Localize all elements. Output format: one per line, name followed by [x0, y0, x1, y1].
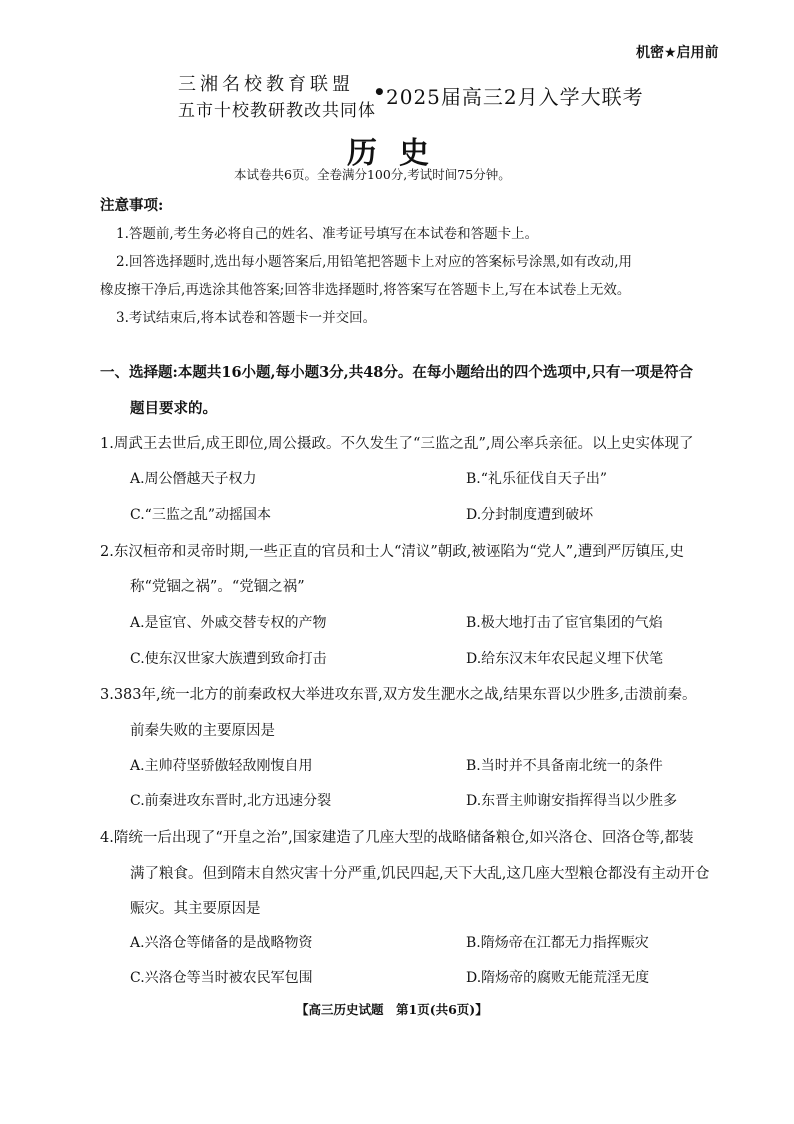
section-heading-cont: 题目要求的。	[130, 400, 217, 417]
question-2-option-a: A.是宦官、外戚交替专权的产物	[130, 615, 327, 631]
notice-item: 1.答题前,考生务必将自己的姓名、准考证号填写在本试卷和答题卡上。	[116, 226, 539, 242]
notice-item: 橡皮擦干净后,再选涂其他答案;回答非选择题时,将答案写在答题卡上,写在本试卷上无效。	[100, 282, 631, 298]
question-2-option-d: D.给东汉末年农民起义埋下伏笔	[466, 651, 664, 667]
page-footer: 【高三历史试题 第1页(共6页)】	[296, 1002, 488, 1017]
exam-info: 本试卷共6页。全卷满分100分,考试时间75分钟。	[234, 167, 511, 182]
exam-title: 2025届高三2月入学大联考	[386, 85, 644, 109]
question-4-stem: 4.隋统一后出现了“开皇之治”,国家建造了几座大型的战略储备粮仓,如兴洛仓、回洛仓等,都装	[100, 830, 694, 846]
question-2-option-c: C.使东汉世家大族遭到致命打击	[130, 651, 327, 667]
org-name-line1: 三湘名校教育联盟	[178, 74, 354, 95]
notice-item: 2.回答选择题时,选出每小题答案后,用铅笔把答题卡上对应的答案标号涂黑,如有改动,用	[116, 254, 633, 270]
question-1-option-b: B.“礼乐征伐自天子出”	[466, 471, 608, 487]
question-3-option-a: A.主帅苻坚骄傲轻敌刚愎自用	[130, 758, 313, 774]
question-1-option-d: D.分封制度遭到破坏	[466, 507, 594, 523]
question-4-stem-cont: 赈灾。其主要原因是	[130, 901, 261, 917]
confidential-label: 机密★启用前	[636, 45, 719, 61]
question-4-option-d: D.隋炀帝的腐败无能荒淫无度	[466, 970, 650, 986]
subject-title: 历史	[347, 136, 451, 171]
question-1-option-a: A.周公僭越天子权力	[130, 471, 257, 487]
question-3-option-c: C.前秦进攻东晋时,北方迅速分裂	[130, 793, 332, 809]
section-heading: 一、选择题:本题共16小题,每小题3分,共48分。在每小题给出的四个选项中,只有一项是符合	[100, 364, 693, 381]
question-1-option-c: C.“三监之乱”动摇国本	[130, 507, 271, 523]
notice-item: 3.考试结束后,将本试卷和答题卡一并交回。	[116, 310, 377, 326]
question-3-option-b: B.当时并不具备南北统一的条件	[466, 758, 663, 774]
question-3-stem: 3.383年,统一北方的前秦政权大举进攻东晋,双方发生淝水之战,结果东晋以少胜多,击溃前秦。	[100, 687, 697, 703]
org-name-line2: 五市十校教研教改共同体	[178, 101, 376, 121]
question-4-option-a: A.兴洛仓等储备的是战略物资	[130, 935, 313, 951]
question-4-stem-cont: 满了粮食。但到隋末自然灾害十分严重,饥民四起,天下大乱,这几座大型粮仓都没有主动开仓	[130, 866, 710, 882]
question-3-option-d: D.东晋主帅谢安指挥得当以少胜多	[466, 793, 678, 809]
title-separator-dot: •	[373, 80, 386, 104]
question-2-stem-cont: 称“党锢之祸”。“党锢之祸”	[130, 579, 305, 595]
question-1-stem: 1.周武王去世后,成王即位,周公摄政。不久发生了“三监之乱”,周公率兵亲征。以上史实体现了	[100, 436, 694, 452]
question-4-option-c: C.兴洛仓等当时被农民军包围	[130, 970, 313, 986]
question-2-option-b: B.极大地打击了宦官集团的气焰	[466, 615, 663, 631]
question-4-option-b: B.隋炀帝在江都无力指挥赈灾	[466, 935, 649, 951]
question-2-stem: 2.东汉桓帝和灵帝时期,一些正直的官员和士人“清议”朝政,被诬陷为“党人”,遭到严厉镇压,史	[100, 544, 684, 560]
notice-title: 注意事项:	[100, 197, 164, 214]
question-3-stem-cont: 前秦失败的主要原因是	[130, 723, 275, 739]
